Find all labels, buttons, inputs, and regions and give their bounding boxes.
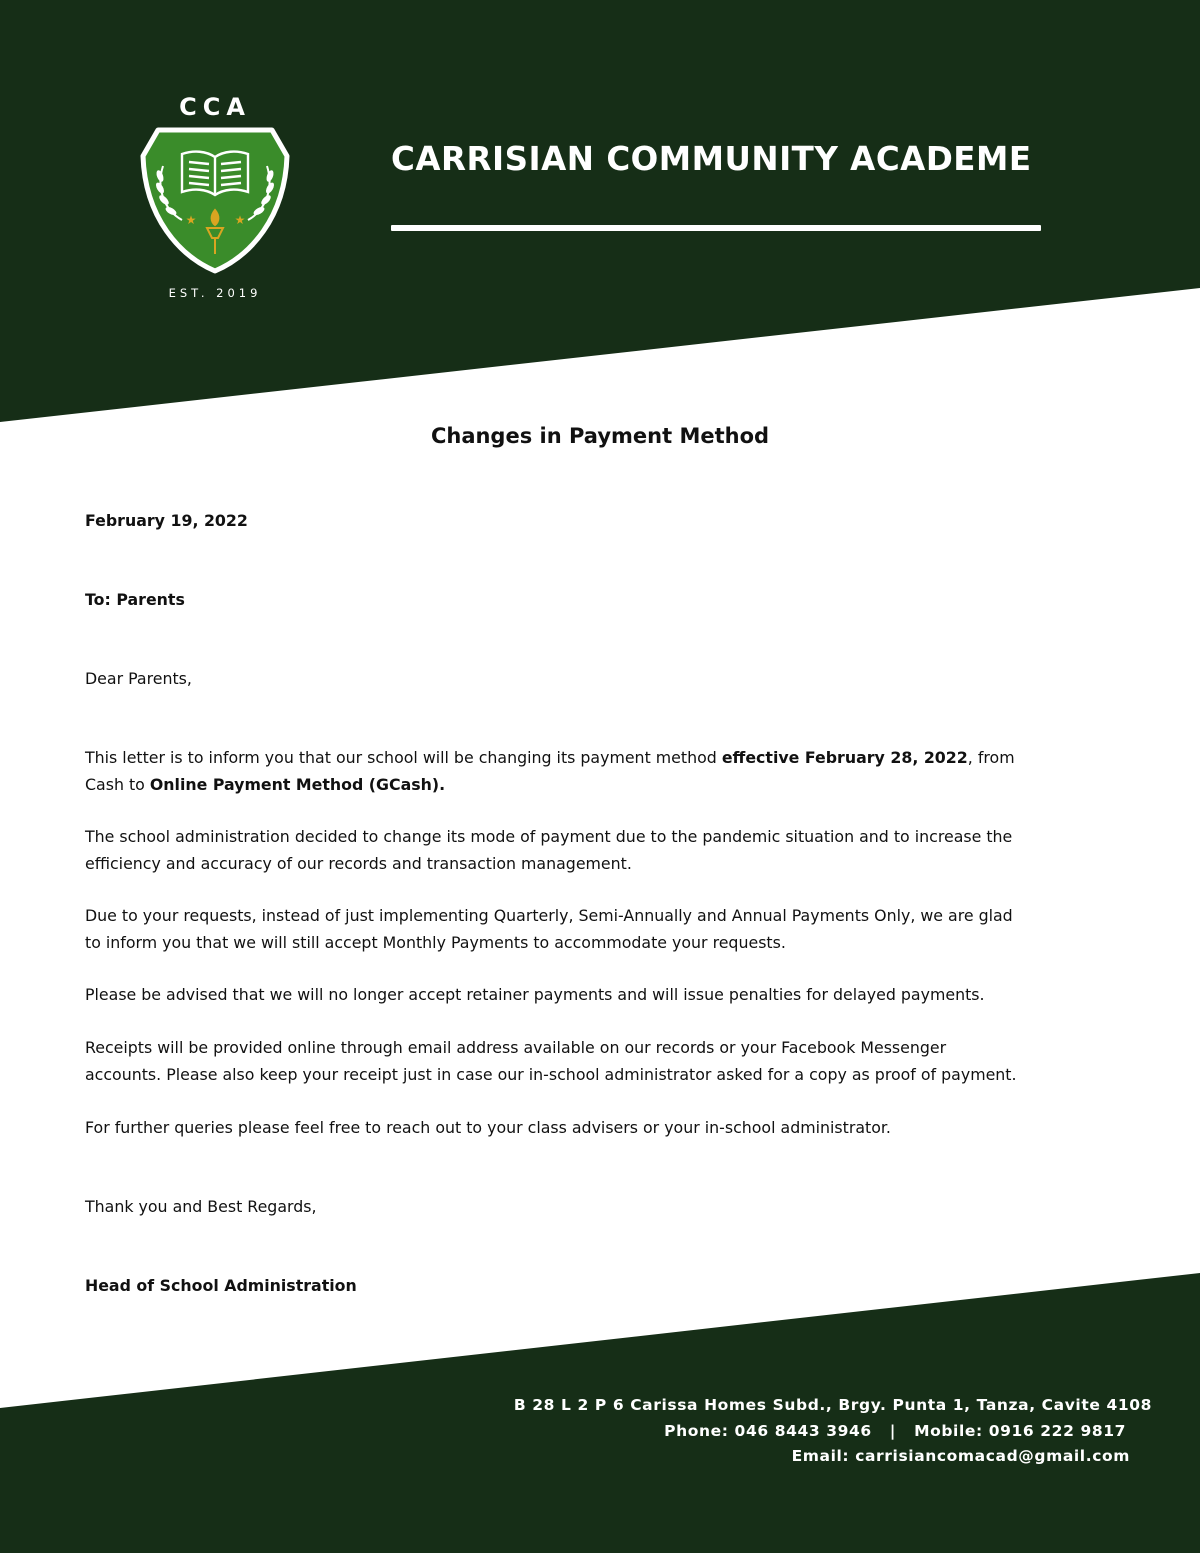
footer-separator: |	[889, 1421, 897, 1440]
p1-payment-method: Online Payment Method (GCash).	[149, 775, 446, 794]
paragraph-5-line-1: Receipts will be provided online through email address available on our records or your Facebook Messenger	[85, 1038, 947, 1057]
logo-top-text: CCA	[179, 93, 251, 121]
star-right-icon: ★	[234, 213, 246, 227]
letter-closing: Thank you and Best Regards,	[85, 1197, 317, 1216]
paragraph-1-line-1	[85, 745, 1125, 772]
p1-text-d: Cash to	[85, 775, 150, 794]
p1-text-a: This letter is to inform you that our school will be changing its payment method	[85, 748, 722, 767]
paragraph-2-line-1: The school administration decided to change its mode of payment due to the pandemic situation and to increase the	[85, 827, 1013, 846]
footer-address: B 28 L 2 P 6 Carissa Homes Subd., Brgy. Punta 1, Tanza, Cavite 4108	[513, 1396, 1152, 1414]
footer-phone: Phone: 046 8443 3946	[664, 1421, 872, 1440]
p1-text-c: , from	[967, 748, 1015, 767]
school-name: CARRISIAN COMMUNITY ACADEME	[391, 140, 1032, 178]
letter-date: February 19, 2022	[85, 511, 248, 530]
letter-signature: Head of School Administration	[85, 1276, 357, 1295]
p1-effective-date: effective February 28, 2022	[721, 748, 968, 767]
school-crest-logo	[130, 88, 300, 303]
header-divider	[391, 225, 1041, 231]
footer-contact	[452, 1393, 1152, 1470]
paragraph-5-line-2: accounts. Please also keep your receipt just in case our in-school administrator asked for a copy as proof of payment.	[85, 1065, 1017, 1084]
paragraph-2-line-2: efficiency and accuracy of our records and transaction management.	[85, 854, 632, 873]
paragraph-3-line-2: to inform you that we will still accept Monthly Payments to accommodate your requests.	[85, 933, 786, 952]
letter-salutation: Dear Parents,	[85, 669, 192, 688]
letter-title: Changes in Payment Method	[430, 424, 770, 448]
paragraph-4: Please be advised that we will no longer accept retainer payments and will issue penalties for delayed payments.	[85, 985, 985, 1004]
paragraph-3-line-1: Due to your requests, instead of just implementing Quarterly, Semi-Annually and Annual Payments Only, we are glad	[85, 906, 1013, 925]
paragraph-6: For further queries please feel free to reach out to your class advisers or your in-school administrator.	[85, 1118, 891, 1137]
paragraph-1-line-2	[85, 772, 1125, 799]
logo-bottom-text: EST. 2019	[168, 286, 262, 300]
footer-email[interactable]: Email: carrisiancomacad@gmail.com	[791, 1447, 1130, 1465]
letter-recipient: To: Parents	[85, 590, 185, 609]
footer-mobile: Mobile: 0916 222 9817	[914, 1421, 1126, 1440]
footer-phone-line	[452, 1419, 1152, 1445]
star-left-icon: ★	[185, 213, 197, 227]
